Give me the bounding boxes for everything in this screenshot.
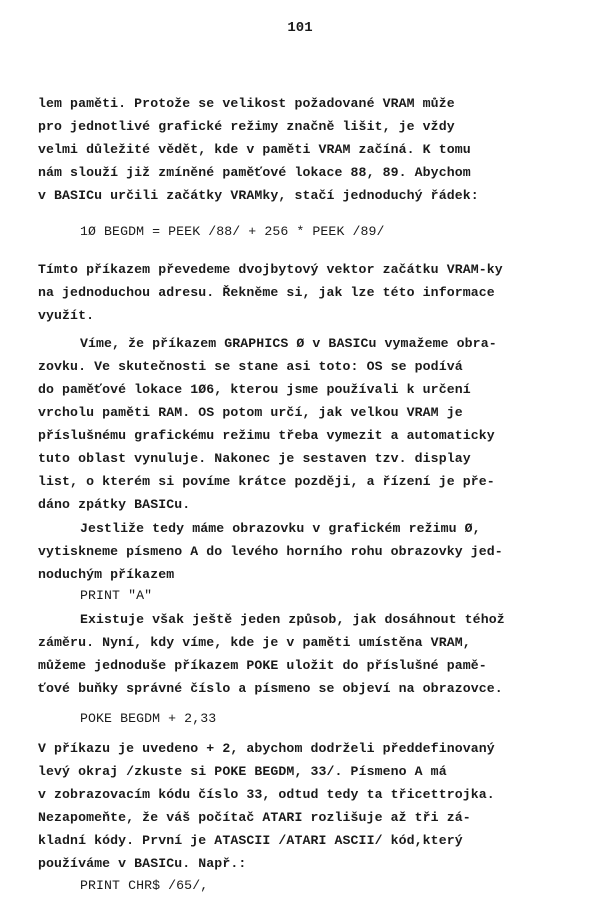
text-line: dáno zpátky BASICu.	[38, 497, 191, 512]
text-line: nám slouží již zmíněné paměťové lokace 88, 89. Abychom	[38, 165, 471, 180]
text-line: záměru. Nyní, kdy víme, kde je v paměti umístěna VRAM,	[38, 635, 471, 650]
text-line: ťové buňky správné číslo a písmeno se objeví na obrazovce.	[38, 681, 503, 696]
text-line: Jestliže tedy máme obrazovku v grafickém režimu Ø,	[80, 521, 481, 536]
text-line: V příkazu je uvedeno + 2, abychom dodrželi předdefinovaný	[38, 741, 495, 756]
text-line: pro jednotlivé grafické režimy značně lišit, je vždy	[38, 119, 455, 134]
text-line: Nezapomeňte, že váš počítač ATARI rozlišuje až tři zá-	[38, 810, 471, 825]
text-line: používáme v BASICu. Např.:	[38, 856, 247, 871]
code-line: 1Ø BEGDM = PEEK /88/ + 256 * PEEK /89/	[80, 224, 385, 239]
code-line: PRINT "A"	[80, 588, 153, 603]
text-line: využít.	[38, 308, 95, 323]
text-line: lem paměti. Protože se velikost požadované VRAM může	[38, 96, 455, 111]
page-number: 101	[287, 20, 313, 36]
text-line: tuto oblast vynuluje. Nakonec je sestaven tzv. display	[38, 451, 471, 466]
text-line: do paměťové lokace 1Ø6, kterou jsme používali k určení	[38, 382, 471, 397]
text-line: na jednoduchou adresu. Řekněme si, jak lze této informace	[38, 285, 495, 300]
text-line: list, o kterém si povíme krátce později, a řízení je pře-	[38, 474, 495, 489]
code-line: POKE BEGDM + 2,33	[80, 711, 217, 726]
text-line: Tímto příkazem převedeme dvojbytový vektor začátku VRAM-ky	[38, 262, 503, 277]
code-line: PRINT CHR$ /65/,	[80, 878, 209, 893]
text-line: kladní kódy. První je ATASCII /ATARI ASCII/ kód,který	[38, 833, 463, 848]
text-line: vrcholu paměti RAM. OS potom určí, jak velkou VRAM je	[38, 405, 463, 420]
text-line: velmi důležité vědět, kde v paměti VRAM začíná. K tomu	[38, 142, 471, 157]
text-line: Víme, že příkazem GRAPHICS Ø v BASICu vymažeme obra-	[80, 336, 497, 351]
text-line: Existuje však ještě jeden způsob, jak dosáhnout téhož	[80, 612, 505, 627]
text-line: zovku. Ve skutečnosti se stane asi toto: OS se podívá	[38, 359, 463, 374]
text-line: vytiskneme písmeno A do levého horního rohu obrazovky jed-	[38, 544, 503, 559]
text-line: příslušnému grafickému režimu třeba vymezit a automaticky	[38, 428, 495, 443]
text-line: v BASICu určili začátky VRAMky, stačí jednoduchý řádek:	[38, 188, 479, 203]
text-line: můžeme jednoduše příkazem POKE uložit do příslušné pamě-	[38, 658, 487, 673]
text-line: noduchým příkazem	[38, 567, 175, 582]
text-line: v zobrazovacím kódu číslo 33, odtud tedy ta třicettrojka.	[38, 787, 495, 802]
text-line: levý okraj /zkuste si POKE BEGDM, 33/. Písmeno A má	[38, 764, 447, 779]
